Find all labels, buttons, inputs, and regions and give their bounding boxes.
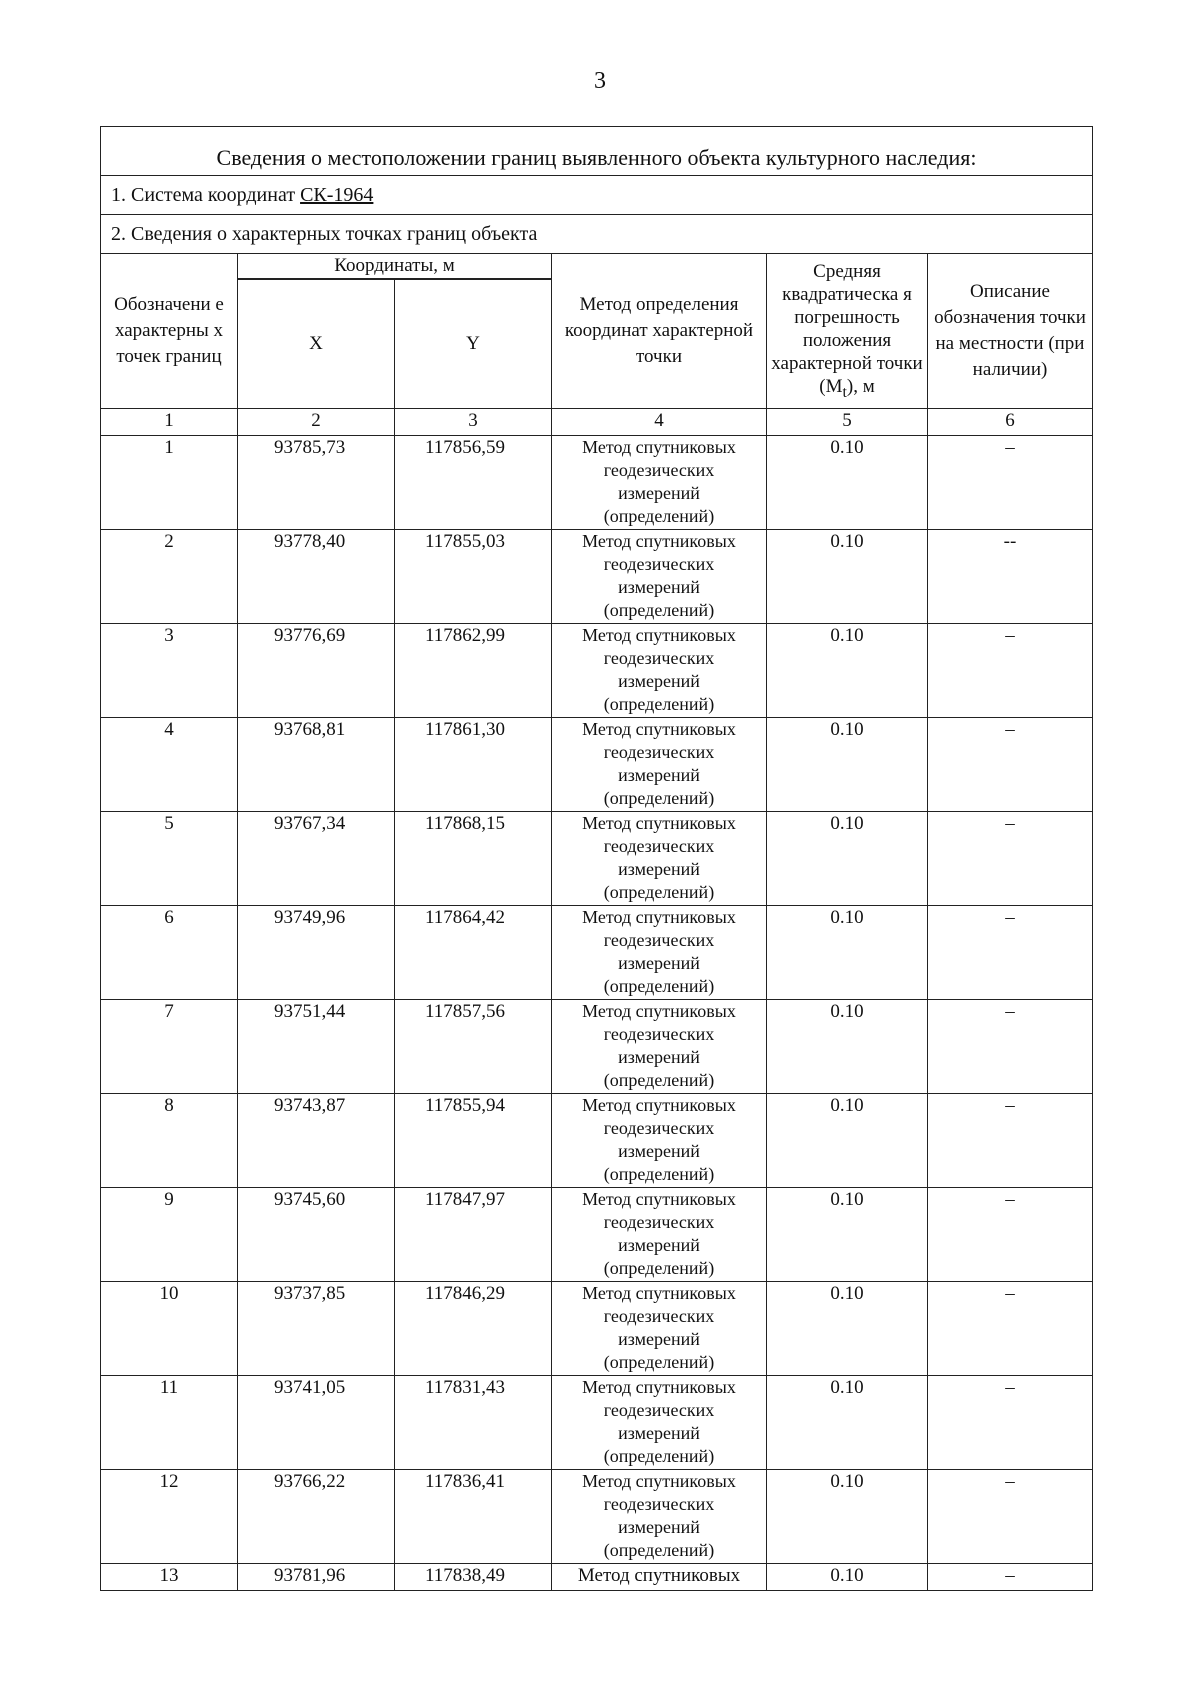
coord-x: 93743,87 xyxy=(238,1094,395,1188)
method-line: геодезических xyxy=(603,1400,715,1420)
point-number: 1 xyxy=(101,436,238,530)
method-line: геодезических xyxy=(603,930,715,950)
method-line: Метод спутниковых xyxy=(582,437,736,457)
method-line: измерений xyxy=(618,1517,700,1537)
method-line: измерений xyxy=(618,1423,700,1443)
method-line: (определений) xyxy=(603,1070,715,1090)
method-line: (определений) xyxy=(603,882,715,902)
header-method: Метод определения координат характерной точки xyxy=(552,254,767,409)
method xyxy=(552,1094,767,1188)
coord-y: 117831,43 xyxy=(395,1376,552,1470)
coord-y: 117847,97 xyxy=(395,1188,552,1282)
table-row xyxy=(101,436,1093,530)
table-row xyxy=(101,906,1093,1000)
point-number: 7 xyxy=(101,1000,238,1094)
method-line: геодезических xyxy=(603,648,715,668)
point-description: – xyxy=(928,906,1093,1000)
method-line: измерений xyxy=(618,765,700,785)
method-line: измерений xyxy=(618,483,700,503)
method-line: геодезических xyxy=(603,1024,715,1044)
method-line: Метод спутниковых xyxy=(582,1283,736,1303)
method-line: измерений xyxy=(618,953,700,973)
table-row xyxy=(101,1564,1093,1591)
header-coordinates: Координаты, м xyxy=(238,254,552,280)
point-number: 2 xyxy=(101,530,238,624)
points-section-heading: 2. Сведения о характерных точках границ объекта xyxy=(101,215,1093,254)
method-line: (определений) xyxy=(603,1540,715,1560)
mean-error: 0.10 xyxy=(767,1564,928,1591)
coord-x: 93785,73 xyxy=(238,436,395,530)
coord-x: 93766,22 xyxy=(238,1470,395,1564)
point-description: – xyxy=(928,1376,1093,1470)
method-line: геодезических xyxy=(603,836,715,856)
method xyxy=(552,530,767,624)
coord-x: 93749,96 xyxy=(238,906,395,1000)
coord-x: 93737,85 xyxy=(238,1282,395,1376)
method-line: геодезических xyxy=(603,1306,715,1326)
coord-y: 117861,30 xyxy=(395,718,552,812)
method-line: Метод спутниковых xyxy=(582,813,736,833)
point-description: – xyxy=(928,624,1093,718)
coord-x: 93778,40 xyxy=(238,530,395,624)
coord-y: 117838,49 xyxy=(395,1564,552,1591)
method xyxy=(552,1470,767,1564)
header-x: X xyxy=(238,279,395,409)
method-line: измерений xyxy=(618,1329,700,1349)
header-error-unit: ), м xyxy=(846,376,875,397)
method-line: Метод спутниковых xyxy=(582,531,736,551)
page-number: 3 xyxy=(594,68,606,94)
method-line: (определений) xyxy=(603,694,715,714)
method-line: (определений) xyxy=(603,1446,715,1466)
coord-x: 93745,60 xyxy=(238,1188,395,1282)
point-description: – xyxy=(928,1470,1093,1564)
mean-error: 0.10 xyxy=(767,1282,928,1376)
header-error-subscript: t xyxy=(842,383,847,401)
coord-x: 93741,05 xyxy=(238,1376,395,1470)
mean-error: 0.10 xyxy=(767,1376,928,1470)
header-y: Y xyxy=(395,279,552,409)
coord-y: 117857,56 xyxy=(395,1000,552,1094)
method xyxy=(552,718,767,812)
method-line: Метод спутниковых xyxy=(582,1189,736,1209)
method-line: геодезических xyxy=(603,554,715,574)
coord-x: 93768,81 xyxy=(238,718,395,812)
coordinate-system-row xyxy=(101,176,1093,215)
method-line: (определений) xyxy=(603,788,715,808)
coord-x: 93767,34 xyxy=(238,812,395,906)
method xyxy=(552,1376,767,1470)
coord-y: 117846,29 xyxy=(395,1282,552,1376)
method-line: Метод спутниковых xyxy=(582,625,736,645)
method-line: Метод спутниковых xyxy=(582,719,736,739)
mean-error: 0.10 xyxy=(767,1094,928,1188)
column-number: 4 xyxy=(552,409,767,436)
coord-y: 117862,99 xyxy=(395,624,552,718)
method xyxy=(552,812,767,906)
mean-error: 0.10 xyxy=(767,1188,928,1282)
point-description: – xyxy=(928,1000,1093,1094)
coordinate-system-value: СК-1964 xyxy=(300,183,374,206)
method xyxy=(552,624,767,718)
column-number-row xyxy=(101,409,1093,436)
table-row xyxy=(101,530,1093,624)
point-number: 11 xyxy=(101,1376,238,1470)
method-line: геодезических xyxy=(603,1118,715,1138)
coordinate-system-label: 1. Система координат xyxy=(111,183,301,206)
method-line: измерений xyxy=(618,577,700,597)
coord-y: 117856,59 xyxy=(395,436,552,530)
table-row xyxy=(101,718,1093,812)
header-description: Описание обозначения точки на местности (при наличии) xyxy=(928,254,1093,409)
method-line: измерений xyxy=(618,1235,700,1255)
method-line: (определений) xyxy=(603,1164,715,1184)
method xyxy=(552,1282,767,1376)
point-number: 4 xyxy=(101,718,238,812)
method: Метод спутниковых xyxy=(552,1564,767,1591)
table-row xyxy=(101,1282,1093,1376)
coord-x: 93776,69 xyxy=(238,624,395,718)
method xyxy=(552,436,767,530)
method-line: (определений) xyxy=(603,506,715,526)
mean-error: 0.10 xyxy=(767,718,928,812)
point-number: 12 xyxy=(101,1470,238,1564)
column-number: 1 xyxy=(101,409,238,436)
table-title: Сведения о местоположении границ выявленного объекта культурного наследия: xyxy=(101,127,1093,176)
mean-error: 0.10 xyxy=(767,436,928,530)
method-line: геодезических xyxy=(603,742,715,762)
header-error xyxy=(767,254,928,409)
point-number: 13 xyxy=(101,1564,238,1591)
mean-error: 0.10 xyxy=(767,812,928,906)
method xyxy=(552,1000,767,1094)
coord-x: 93781,96 xyxy=(238,1564,395,1591)
method-line: Метод спутниковых xyxy=(582,907,736,927)
method-line: измерений xyxy=(618,1047,700,1067)
coord-y: 117868,15 xyxy=(395,812,552,906)
point-description: – xyxy=(928,1282,1093,1376)
point-description: – xyxy=(928,1564,1093,1591)
point-description: – xyxy=(928,718,1093,812)
column-number: 5 xyxy=(767,409,928,436)
point-number: 8 xyxy=(101,1094,238,1188)
method-line: (определений) xyxy=(603,600,715,620)
point-number: 3 xyxy=(101,624,238,718)
point-description: -- xyxy=(928,530,1093,624)
method-line: геодезических xyxy=(603,1494,715,1514)
point-description: – xyxy=(928,436,1093,530)
table-row xyxy=(101,1000,1093,1094)
table-row xyxy=(101,624,1093,718)
point-description: – xyxy=(928,1188,1093,1282)
header-designation: Обозначени е характерны х точек границ xyxy=(101,254,238,409)
method-line: геодезических xyxy=(603,460,715,480)
method-line: Метод спутниковых xyxy=(582,1001,736,1021)
mean-error: 0.10 xyxy=(767,1470,928,1564)
method xyxy=(552,906,767,1000)
method xyxy=(552,1188,767,1282)
column-number: 6 xyxy=(928,409,1093,436)
table-row xyxy=(101,1470,1093,1564)
mean-error: 0.10 xyxy=(767,624,928,718)
table-row xyxy=(101,1376,1093,1470)
method-line: Метод спутниковых xyxy=(582,1471,736,1491)
coord-y: 117836,41 xyxy=(395,1470,552,1564)
point-description: – xyxy=(928,1094,1093,1188)
method-line: измерений xyxy=(618,671,700,691)
coord-y: 117855,94 xyxy=(395,1094,552,1188)
method-line: геодезических xyxy=(603,1212,715,1232)
method-line: (определений) xyxy=(603,976,715,996)
table-row xyxy=(101,1094,1093,1188)
point-number: 10 xyxy=(101,1282,238,1376)
table-row xyxy=(101,812,1093,906)
boundary-points-table xyxy=(100,126,1093,1591)
point-description: – xyxy=(928,812,1093,906)
coord-y: 117855,03 xyxy=(395,530,552,624)
method-line: Метод спутниковых xyxy=(582,1377,736,1397)
point-number: 6 xyxy=(101,906,238,1000)
table-row xyxy=(101,1188,1093,1282)
point-number: 9 xyxy=(101,1188,238,1282)
mean-error: 0.10 xyxy=(767,1000,928,1094)
column-number: 2 xyxy=(238,409,395,436)
mean-error: 0.10 xyxy=(767,530,928,624)
point-number: 5 xyxy=(101,812,238,906)
mean-error: 0.10 xyxy=(767,906,928,1000)
method-line: (определений) xyxy=(603,1352,715,1372)
method-line: (определений) xyxy=(603,1258,715,1278)
coord-y: 117864,42 xyxy=(395,906,552,1000)
coord-x: 93751,44 xyxy=(238,1000,395,1094)
method-line: измерений xyxy=(618,859,700,879)
method-line: измерений xyxy=(618,1141,700,1161)
header-error-text: Средняя квадратическа я погрешность положения характерной точки (M xyxy=(771,261,923,397)
column-number: 3 xyxy=(395,409,552,436)
method-line: Метод спутниковых xyxy=(582,1095,736,1115)
